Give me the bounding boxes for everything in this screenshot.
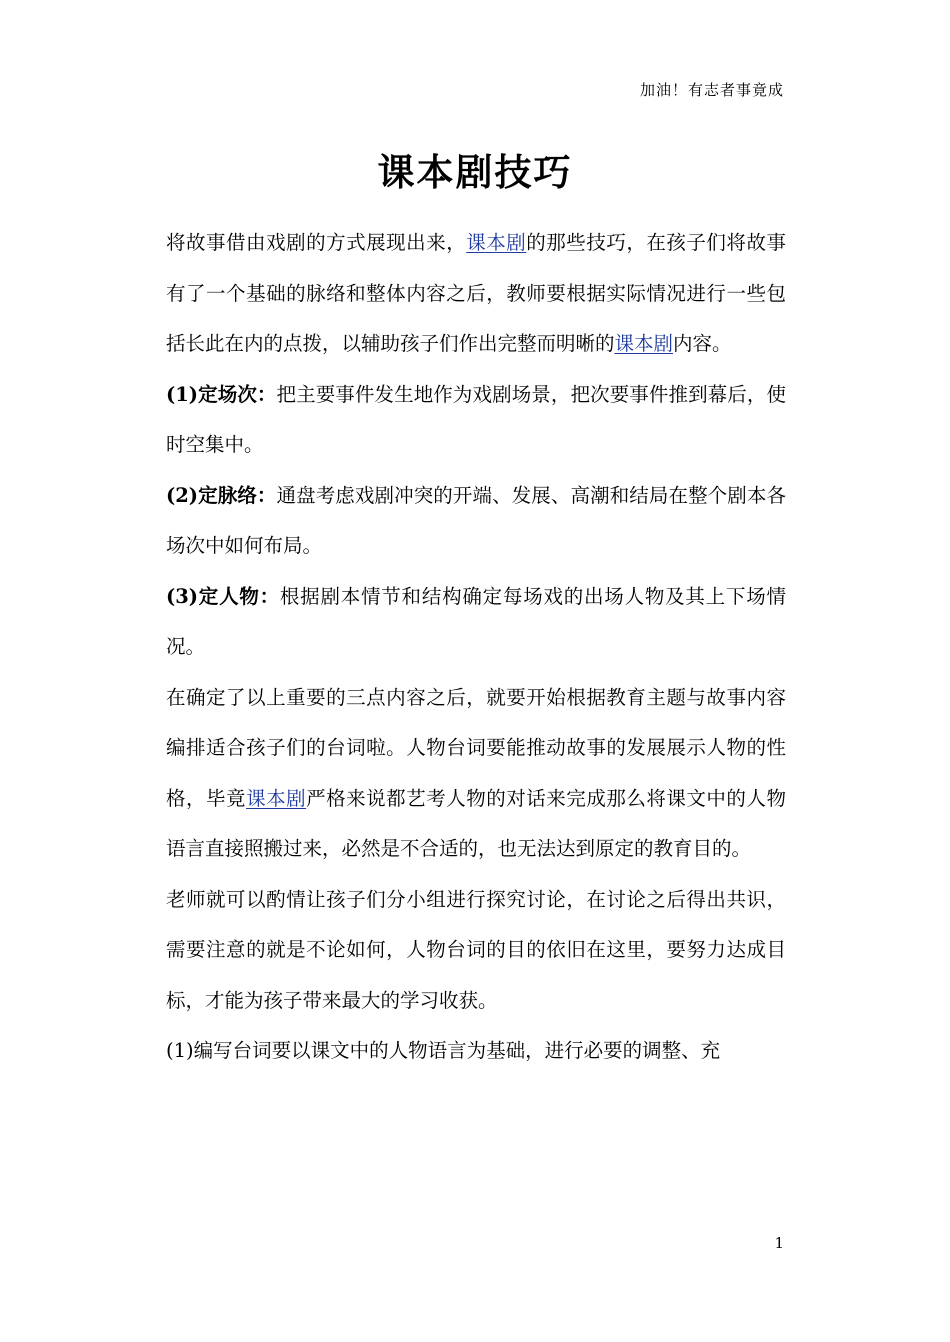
intro-text-3: 内容。 xyxy=(673,332,732,355)
step-1 xyxy=(166,370,786,471)
document-body xyxy=(166,218,786,1077)
step-2 xyxy=(166,471,786,572)
intro-text-1: 将故事借由戏剧的方式展现出来， xyxy=(166,231,467,254)
para2-text-2: 严格来说都艺考人物的对话来完成那么将课文中的人物语言直接照搬过来，必然是不合适的，也无法达到原定的教育目的。 xyxy=(166,786,786,860)
page-title: 课本剧技巧 xyxy=(377,150,573,194)
step-3 xyxy=(166,572,786,673)
intro-text-2: 的那些技巧，在孩子们将故事有了一个基础的脉络和整体内容之后，教师要根据实际情况进行一些包括长此在内的点拨，以辅助孩子们作出完整而明晰的 xyxy=(166,231,786,355)
paragraph-discussion: 老师就可以酌情让孩子们分小组进行探究讨论，在讨论之后得出共识，需要注意的就是不论如何，人物台词的目的依旧在这里，要努力达成目标，才能为孩子带来最大的学习收获。 xyxy=(166,887,786,1012)
link-kebenju-3[interactable]: 课本剧 xyxy=(246,786,307,810)
link-kebenju-2[interactable]: 课本剧 xyxy=(614,332,674,355)
step-3-label: (3)定人物： xyxy=(166,584,280,608)
step-1-text: 把主要事件发生地作为戏剧场景，把次要事件推到幕后，使时空集中。 xyxy=(166,382,786,456)
intro-paragraph xyxy=(166,218,786,370)
step-2-text: 通盘考虑戏剧冲突的开端、发展、高潮和结局在整个剧本各场次中如何布局。 xyxy=(166,483,786,557)
header-motto: 加油！有志者事竟成 xyxy=(639,81,784,99)
page-number: 1 xyxy=(774,1234,784,1252)
paragraph-dialogue xyxy=(166,673,786,875)
para2-text-1: 在确定了以上重要的三点内容之后，就要开始根据教育主题与故事内容编排适合孩子们的台词啦。人物台词要能推动故事的发展展示人物的性格，毕竟 xyxy=(166,685,786,810)
paragraph-writing-lines: (1)编写台词要以课文中的人物语言为基础，进行必要的调整、充 xyxy=(166,1039,721,1062)
step-1-label: (1)定场次： xyxy=(166,382,277,406)
step-2-label: (2)定脉络： xyxy=(166,483,277,507)
step-3-text: 根据剧本情节和结构确定每场戏的出场人物及其上下场情况。 xyxy=(166,584,786,658)
link-kebenju-1[interactable]: 课本剧 xyxy=(466,231,527,254)
